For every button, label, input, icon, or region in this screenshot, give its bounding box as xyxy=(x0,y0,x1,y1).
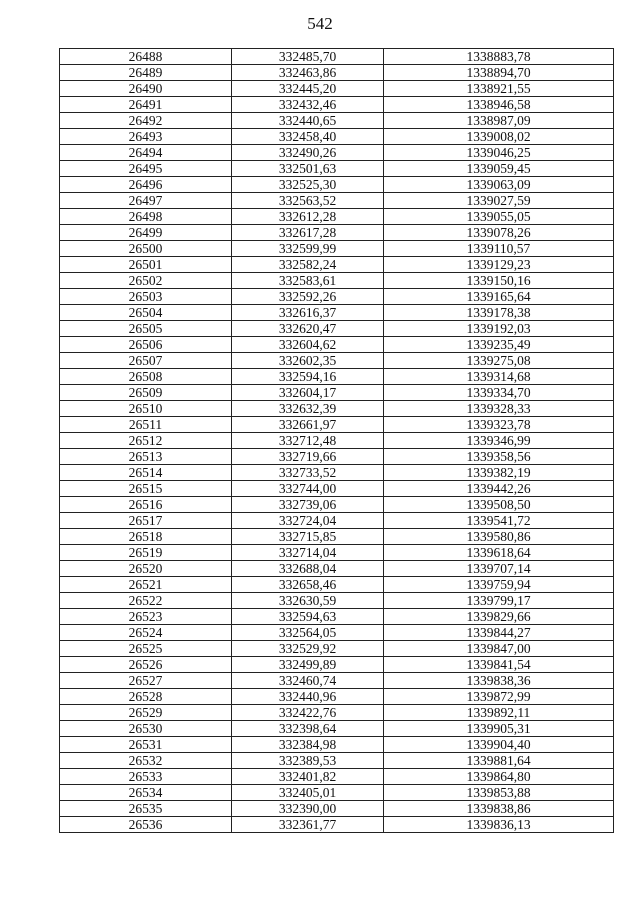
point-number-cell: 26510 xyxy=(60,401,232,417)
x-coordinate-cell: 332604,17 xyxy=(232,385,384,401)
x-coordinate-cell: 332463,86 xyxy=(232,65,384,81)
point-number-cell: 26489 xyxy=(60,65,232,81)
x-coordinate-cell: 332401,82 xyxy=(232,769,384,785)
table-row xyxy=(60,673,614,689)
x-coordinate-cell: 332405,01 xyxy=(232,785,384,801)
point-number-cell: 26532 xyxy=(60,753,232,769)
table-row xyxy=(60,113,614,129)
table-row xyxy=(60,545,614,561)
x-coordinate-cell: 332604,62 xyxy=(232,337,384,353)
x-coordinate-cell: 332529,92 xyxy=(232,641,384,657)
table-row xyxy=(60,401,614,417)
x-coordinate-cell: 332658,46 xyxy=(232,577,384,593)
y-coordinate-cell: 1339055,05 xyxy=(384,209,614,225)
x-coordinate-cell: 332384,98 xyxy=(232,737,384,753)
table-row xyxy=(60,577,614,593)
x-coordinate-cell: 332612,28 xyxy=(232,209,384,225)
y-coordinate-cell: 1339707,14 xyxy=(384,561,614,577)
table-row xyxy=(60,721,614,737)
page-number: 542 xyxy=(307,14,333,33)
x-coordinate-cell: 332630,59 xyxy=(232,593,384,609)
y-coordinate-cell: 1339192,03 xyxy=(384,321,614,337)
x-coordinate-cell: 332739,06 xyxy=(232,497,384,513)
y-coordinate-cell: 1339382,19 xyxy=(384,465,614,481)
y-coordinate-cell: 1339346,99 xyxy=(384,433,614,449)
y-coordinate-cell: 1339314,68 xyxy=(384,369,614,385)
point-number-cell: 26491 xyxy=(60,97,232,113)
table-row xyxy=(60,641,614,657)
y-coordinate-cell: 1338883,78 xyxy=(384,49,614,65)
table-row xyxy=(60,625,614,641)
table-row xyxy=(60,257,614,273)
table-row xyxy=(60,705,614,721)
point-number-cell: 26495 xyxy=(60,161,232,177)
table-row xyxy=(60,785,614,801)
y-coordinate-cell: 1339328,33 xyxy=(384,401,614,417)
point-number-cell: 26536 xyxy=(60,817,232,833)
table-row xyxy=(60,145,614,161)
point-number-cell: 26490 xyxy=(60,81,232,97)
x-coordinate-cell: 332525,30 xyxy=(232,177,384,193)
x-coordinate-cell: 332583,61 xyxy=(232,273,384,289)
x-coordinate-cell: 332617,28 xyxy=(232,225,384,241)
x-coordinate-cell: 332592,26 xyxy=(232,289,384,305)
point-number-cell: 26498 xyxy=(60,209,232,225)
y-coordinate-cell: 1338987,09 xyxy=(384,113,614,129)
point-number-cell: 26506 xyxy=(60,337,232,353)
table-row xyxy=(60,337,614,353)
y-coordinate-cell: 1339059,45 xyxy=(384,161,614,177)
table-row xyxy=(60,209,614,225)
y-coordinate-cell: 1339178,38 xyxy=(384,305,614,321)
table-row xyxy=(60,65,614,81)
table-row xyxy=(60,801,614,817)
table-row xyxy=(60,193,614,209)
x-coordinate-cell: 332501,63 xyxy=(232,161,384,177)
table-row xyxy=(60,689,614,705)
y-coordinate-cell: 1339841,54 xyxy=(384,657,614,673)
y-coordinate-cell: 1339165,64 xyxy=(384,289,614,305)
y-coordinate-cell: 1339358,56 xyxy=(384,449,614,465)
point-number-cell: 26512 xyxy=(60,433,232,449)
table-row xyxy=(60,465,614,481)
point-number-cell: 26523 xyxy=(60,609,232,625)
point-number-cell: 26527 xyxy=(60,673,232,689)
point-number-cell: 26518 xyxy=(60,529,232,545)
point-number-cell: 26508 xyxy=(60,369,232,385)
table-row xyxy=(60,593,614,609)
point-number-cell: 26494 xyxy=(60,145,232,161)
y-coordinate-cell: 1339027,59 xyxy=(384,193,614,209)
x-coordinate-cell: 332715,85 xyxy=(232,529,384,545)
table-row xyxy=(60,609,614,625)
y-coordinate-cell: 1339334,70 xyxy=(384,385,614,401)
x-coordinate-cell: 332620,47 xyxy=(232,321,384,337)
x-coordinate-cell: 332594,16 xyxy=(232,369,384,385)
point-number-cell: 26493 xyxy=(60,129,232,145)
table-row xyxy=(60,369,614,385)
y-coordinate-cell: 1339078,26 xyxy=(384,225,614,241)
y-coordinate-cell: 1339580,86 xyxy=(384,529,614,545)
point-number-cell: 26505 xyxy=(60,321,232,337)
x-coordinate-cell: 332616,37 xyxy=(232,305,384,321)
x-coordinate-cell: 332485,70 xyxy=(232,49,384,65)
point-number-cell: 26533 xyxy=(60,769,232,785)
y-coordinate-cell: 1339442,26 xyxy=(384,481,614,497)
x-coordinate-cell: 332602,35 xyxy=(232,353,384,369)
x-coordinate-cell: 332490,26 xyxy=(232,145,384,161)
x-coordinate-cell: 332390,00 xyxy=(232,801,384,817)
y-coordinate-cell: 1339799,17 xyxy=(384,593,614,609)
y-coordinate-cell: 1339110,57 xyxy=(384,241,614,257)
table-row xyxy=(60,161,614,177)
table-row xyxy=(60,561,614,577)
x-coordinate-cell: 332564,05 xyxy=(232,625,384,641)
x-coordinate-cell: 332440,96 xyxy=(232,689,384,705)
point-number-cell: 26503 xyxy=(60,289,232,305)
point-number-cell: 26534 xyxy=(60,785,232,801)
point-number-cell: 26522 xyxy=(60,593,232,609)
x-coordinate-cell: 332422,76 xyxy=(232,705,384,721)
point-number-cell: 26520 xyxy=(60,561,232,577)
point-number-cell: 26500 xyxy=(60,241,232,257)
point-number-cell: 26504 xyxy=(60,305,232,321)
table-row xyxy=(60,769,614,785)
y-coordinate-cell: 1339872,99 xyxy=(384,689,614,705)
table-row xyxy=(60,97,614,113)
table-row xyxy=(60,241,614,257)
point-number-cell: 26530 xyxy=(60,721,232,737)
y-coordinate-cell: 1339904,40 xyxy=(384,737,614,753)
table-row xyxy=(60,481,614,497)
coordinates-table-body xyxy=(60,49,614,833)
point-number-cell: 26535 xyxy=(60,801,232,817)
table-row xyxy=(60,81,614,97)
y-coordinate-cell: 1339844,27 xyxy=(384,625,614,641)
point-number-cell: 26507 xyxy=(60,353,232,369)
table-row xyxy=(60,225,614,241)
y-coordinate-cell: 1339829,66 xyxy=(384,609,614,625)
point-number-cell: 26519 xyxy=(60,545,232,561)
table-row xyxy=(60,497,614,513)
y-coordinate-cell: 1339864,80 xyxy=(384,769,614,785)
x-coordinate-cell: 332440,65 xyxy=(232,113,384,129)
point-number-cell: 26501 xyxy=(60,257,232,273)
y-coordinate-cell: 1339853,88 xyxy=(384,785,614,801)
x-coordinate-cell: 332499,89 xyxy=(232,657,384,673)
table-row xyxy=(60,417,614,433)
x-coordinate-cell: 332719,66 xyxy=(232,449,384,465)
x-coordinate-cell: 332714,04 xyxy=(232,545,384,561)
x-coordinate-cell: 332688,04 xyxy=(232,561,384,577)
x-coordinate-cell: 332744,00 xyxy=(232,481,384,497)
y-coordinate-cell: 1339847,00 xyxy=(384,641,614,657)
point-number-cell: 26516 xyxy=(60,497,232,513)
table-row xyxy=(60,449,614,465)
x-coordinate-cell: 332563,52 xyxy=(232,193,384,209)
y-coordinate-cell: 1339836,13 xyxy=(384,817,614,833)
table-row xyxy=(60,289,614,305)
point-number-cell: 26528 xyxy=(60,689,232,705)
x-coordinate-cell: 332445,20 xyxy=(232,81,384,97)
point-number-cell: 26531 xyxy=(60,737,232,753)
table-row xyxy=(60,513,614,529)
point-number-cell: 26526 xyxy=(60,657,232,673)
y-coordinate-cell: 1339235,49 xyxy=(384,337,614,353)
y-coordinate-cell: 1338946,58 xyxy=(384,97,614,113)
x-coordinate-cell: 332432,46 xyxy=(232,97,384,113)
x-coordinate-cell: 332398,64 xyxy=(232,721,384,737)
y-coordinate-cell: 1339275,08 xyxy=(384,353,614,369)
table-row xyxy=(60,817,614,833)
x-coordinate-cell: 332712,48 xyxy=(232,433,384,449)
point-number-cell: 26488 xyxy=(60,49,232,65)
point-number-cell: 26529 xyxy=(60,705,232,721)
point-number-cell: 26521 xyxy=(60,577,232,593)
point-number-cell: 26502 xyxy=(60,273,232,289)
point-number-cell: 26515 xyxy=(60,481,232,497)
point-number-cell: 26497 xyxy=(60,193,232,209)
x-coordinate-cell: 332733,52 xyxy=(232,465,384,481)
y-coordinate-cell: 1339838,86 xyxy=(384,801,614,817)
coordinates-table xyxy=(59,48,614,833)
point-number-cell: 26492 xyxy=(60,113,232,129)
y-coordinate-cell: 1339838,36 xyxy=(384,673,614,689)
y-coordinate-cell: 1338894,70 xyxy=(384,65,614,81)
x-coordinate-cell: 332460,74 xyxy=(232,673,384,689)
table-row xyxy=(60,305,614,321)
x-coordinate-cell: 332661,97 xyxy=(232,417,384,433)
point-number-cell: 26509 xyxy=(60,385,232,401)
point-number-cell: 26496 xyxy=(60,177,232,193)
point-number-cell: 26514 xyxy=(60,465,232,481)
point-number-cell: 26499 xyxy=(60,225,232,241)
y-coordinate-cell: 1339618,64 xyxy=(384,545,614,561)
y-coordinate-cell: 1339541,72 xyxy=(384,513,614,529)
y-coordinate-cell: 1339046,25 xyxy=(384,145,614,161)
y-coordinate-cell: 1338921,55 xyxy=(384,81,614,97)
y-coordinate-cell: 1339892,11 xyxy=(384,705,614,721)
point-number-cell: 26525 xyxy=(60,641,232,657)
x-coordinate-cell: 332389,53 xyxy=(232,753,384,769)
x-coordinate-cell: 332632,39 xyxy=(232,401,384,417)
point-number-cell: 26517 xyxy=(60,513,232,529)
table-row xyxy=(60,353,614,369)
table-row xyxy=(60,129,614,145)
y-coordinate-cell: 1339008,02 xyxy=(384,129,614,145)
table-row xyxy=(60,177,614,193)
x-coordinate-cell: 332361,77 xyxy=(232,817,384,833)
y-coordinate-cell: 1339129,23 xyxy=(384,257,614,273)
table-row xyxy=(60,49,614,65)
y-coordinate-cell: 1339759,94 xyxy=(384,577,614,593)
y-coordinate-cell: 1339063,09 xyxy=(384,177,614,193)
x-coordinate-cell: 332582,24 xyxy=(232,257,384,273)
x-coordinate-cell: 332599,99 xyxy=(232,241,384,257)
table-row xyxy=(60,737,614,753)
y-coordinate-cell: 1339905,31 xyxy=(384,721,614,737)
point-number-cell: 26513 xyxy=(60,449,232,465)
y-coordinate-cell: 1339881,64 xyxy=(384,753,614,769)
table-row xyxy=(60,657,614,673)
table-row xyxy=(60,385,614,401)
x-coordinate-cell: 332724,04 xyxy=(232,513,384,529)
y-coordinate-cell: 1339323,78 xyxy=(384,417,614,433)
y-coordinate-cell: 1339150,16 xyxy=(384,273,614,289)
point-number-cell: 26511 xyxy=(60,417,232,433)
table-row xyxy=(60,433,614,449)
table-row xyxy=(60,529,614,545)
table-row xyxy=(60,273,614,289)
table-row xyxy=(60,753,614,769)
x-coordinate-cell: 332458,40 xyxy=(232,129,384,145)
x-coordinate-cell: 332594,63 xyxy=(232,609,384,625)
y-coordinate-cell: 1339508,50 xyxy=(384,497,614,513)
point-number-cell: 26524 xyxy=(60,625,232,641)
table-row xyxy=(60,321,614,337)
